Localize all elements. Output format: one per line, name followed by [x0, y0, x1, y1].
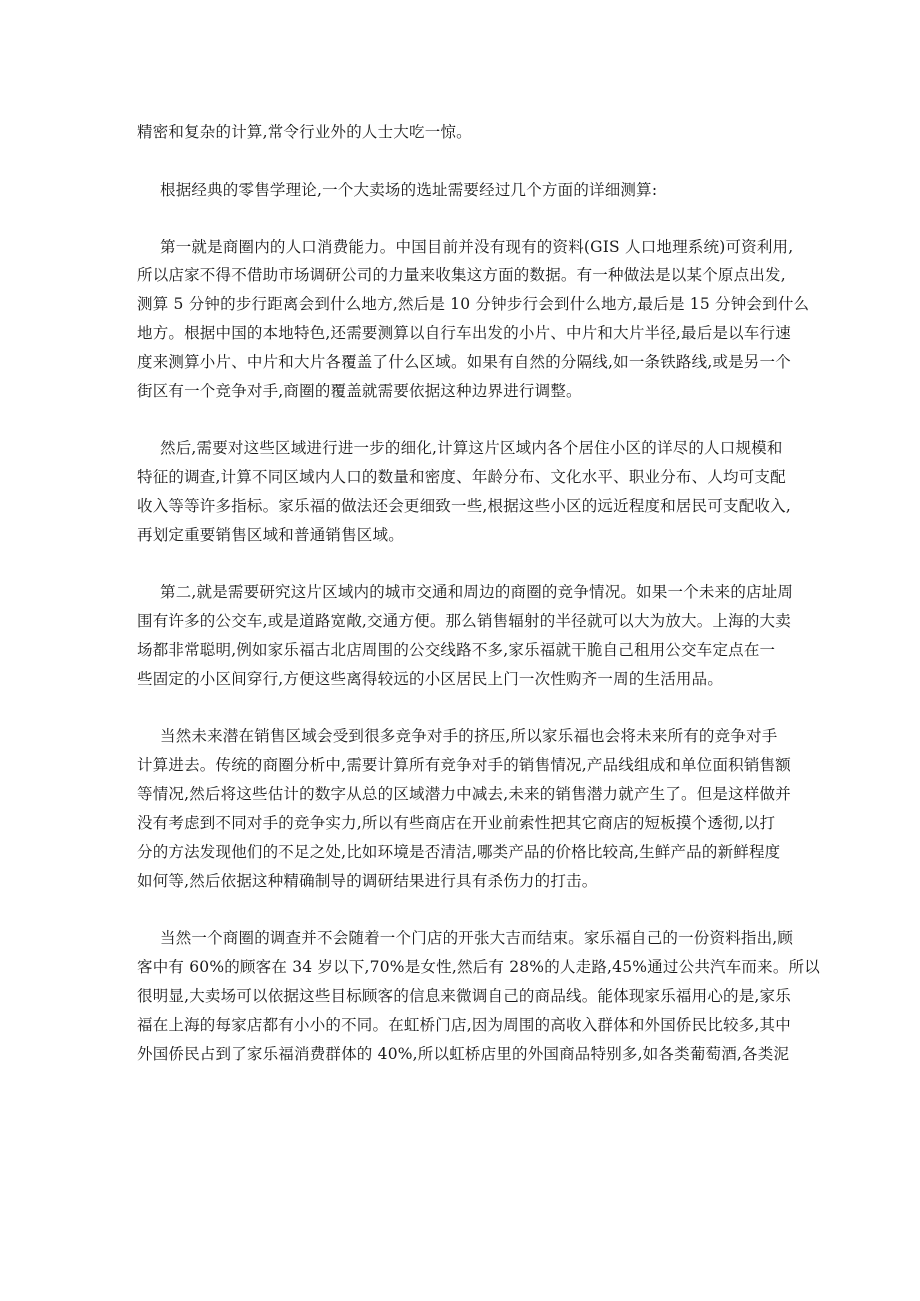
paragraph-line: 些固定的小区间穿行,方便这些离得较远的小区居民上门一次性购齐一周的生活用品。 — [137, 670, 724, 688]
paragraph-line: 度来测算小片、中片和大片各覆盖了什么区域。如果有自然的分隔线,如一条铁路线,或是另一个 — [137, 353, 791, 371]
paragraph-line: 精密和复杂的计算,常令行业外的人士大吃一惊。 — [137, 123, 472, 141]
paragraph-line: 第二,就是需要研究这片区域内的城市交通和周边的商圈的竞争情况。如果一个未来的店址周 — [160, 583, 794, 601]
paragraph-line: 当然未来潜在销售区域会受到很多竞争对手的挤压,所以家乐福也会将未来所有的竞争对手 — [160, 727, 778, 745]
paragraph-line: 外国侨民占到了家乐福消费群体的 40%,所以虹桥店里的外国商品特别多,如各类葡萄酒,各类泥 — [137, 1045, 790, 1063]
paragraph-line: 客中有 60%的顾客在 34 岁以下,70%是女性,然后有 28%的人走路,45%通过公共汽车而来。所以 — [137, 958, 820, 976]
paragraph-line: 分的方法发现他们的不足之处,比如环境是否清洁,哪类产品的价格比较高,生鲜产品的新鲜程度 — [137, 843, 781, 861]
paragraph-line: 没有考虑到不同对手的竞争实力,所以有些商店在开业前索性把其它商店的短板摸个透彻,以打 — [137, 814, 776, 832]
paragraph-line: 很明显,大卖场可以依据这些目标顾客的信息来微调自己的商品线。能体现家乐福用心的是,家乐 — [137, 987, 791, 1005]
paragraph-line: 福在上海的每家店都有小小的不同。在虹桥门店,因为周围的高收入群体和外国侨民比较多,其中 — [137, 1016, 791, 1034]
paragraph-line: 计算进去。传统的商圈分析中,需要计算所有竞争对手的销售情况,产品线组成和单位面积销售额 — [137, 756, 791, 774]
paragraph-line: 根据经典的零售学理论,一个大卖场的选址需要经过几个方面的详细测算: — [160, 181, 658, 199]
paragraph-line: 所以店家不得不借助市场调研公司的力量来收集这方面的数据。有一种做法是以某个原点出发, — [137, 266, 786, 284]
paragraph-line: 如何等,然后依据这种精确制导的调研结果进行具有杀伤力的打击。 — [137, 872, 598, 890]
paragraph-line: 特征的调查,计算不同区域内人口的数量和密度、年龄分布、文化水平、职业分布、人均可支配 — [137, 468, 786, 486]
paragraph-line: 收入等等许多指标。家乐福的做法还会更细致一些,根据这些小区的远近程度和居民可支配收入, — [137, 497, 791, 515]
paragraph-line: 测算 5 分钟的步行距离会到什么地方,然后是 10 分钟步行会到什么地方,最后是 15 分钟会到什么 — [137, 295, 810, 313]
paragraph-line: 围有许多的公交车,或是道路宽敞,交通方便。那么销售辐射的半径就可以大为放大。上海的大卖 — [137, 612, 791, 630]
paragraph-line: 再划定重要销售区域和普通销售区域。 — [137, 526, 404, 544]
paragraph-line: 场都非常聪明,例如家乐福古北店周围的公交线路不多,家乐福就干脆自己租用公交车定点在一 — [137, 641, 776, 659]
paragraph-line: 等情况,然后将这些估计的数字从总的区域潜力中减去,未来的销售潜力就产生了。但是这样做并 — [137, 785, 791, 803]
paragraph-line: 第一就是商圈内的人口消费能力。中国目前并没有现有的资料(GIS 人口地理系统)可资利用, — [160, 238, 794, 256]
paragraph-line: 街区有一个竞争对手,商圈的覆盖就需要依据这种边界进行调整。 — [137, 382, 582, 400]
paragraph-line: 当然一个商圈的调查并不会随着一个门店的开张大吉而结束。家乐福自己的一份资料指出,顾 — [160, 929, 794, 947]
paragraph-line: 然后,需要对这些区域进行进一步的细化,计算这片区域内各个居住小区的详尽的人口规模和 — [160, 439, 783, 457]
paragraph-line: 地方。根据中国的本地特色,还需要测算以自行车出发的小片、中片和大片半径,最后是以车行速 — [137, 324, 791, 342]
